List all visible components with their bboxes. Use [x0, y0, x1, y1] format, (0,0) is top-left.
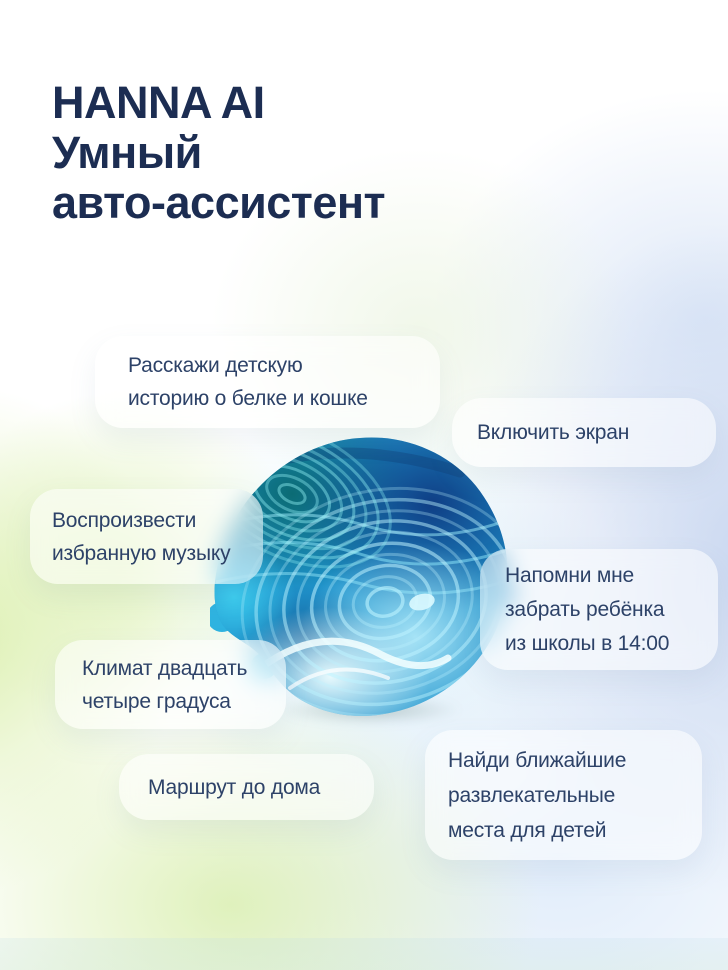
bottom-gradient-band	[0, 938, 728, 970]
subtitle-line-2: авто-ассистент	[52, 177, 386, 228]
bubble-line: избранную музыку	[52, 541, 231, 565]
voice-command-bubble-screen	[452, 398, 716, 467]
bubble-line: из школы в 14:00	[505, 631, 670, 655]
bubble-line: Воспроизвести	[52, 508, 197, 532]
bubble-line: Маршрут до дома	[148, 775, 321, 799]
bubble-line: четыре градуса	[82, 689, 231, 713]
voice-command-bubble-route	[119, 754, 374, 820]
voice-command-bubble-climate	[55, 640, 286, 729]
bubble-line: Включить экран	[477, 421, 630, 444]
bubble-line: Найди ближайшие	[448, 748, 627, 772]
subtitle-line-1: Умный	[52, 127, 202, 178]
page-title	[52, 78, 385, 228]
bubble-line: забрать ребёнка	[505, 597, 665, 621]
bubble-line: Климат двадцать	[82, 656, 248, 680]
voice-command-bubble-music	[30, 489, 263, 584]
bubble-line: историю о белке и кошке	[128, 387, 368, 410]
voice-command-bubble-places	[425, 730, 702, 860]
bubble-line: Расскажи детскую	[128, 354, 303, 377]
bubble-line: развлекательные	[448, 783, 616, 807]
brand-title: HANNA AI	[52, 77, 265, 128]
voice-command-bubble-story	[95, 336, 440, 428]
bubble-line: места для детей	[448, 818, 607, 842]
voice-command-bubble-reminder	[480, 549, 718, 670]
bubble-line: Напомни мне	[505, 563, 635, 587]
